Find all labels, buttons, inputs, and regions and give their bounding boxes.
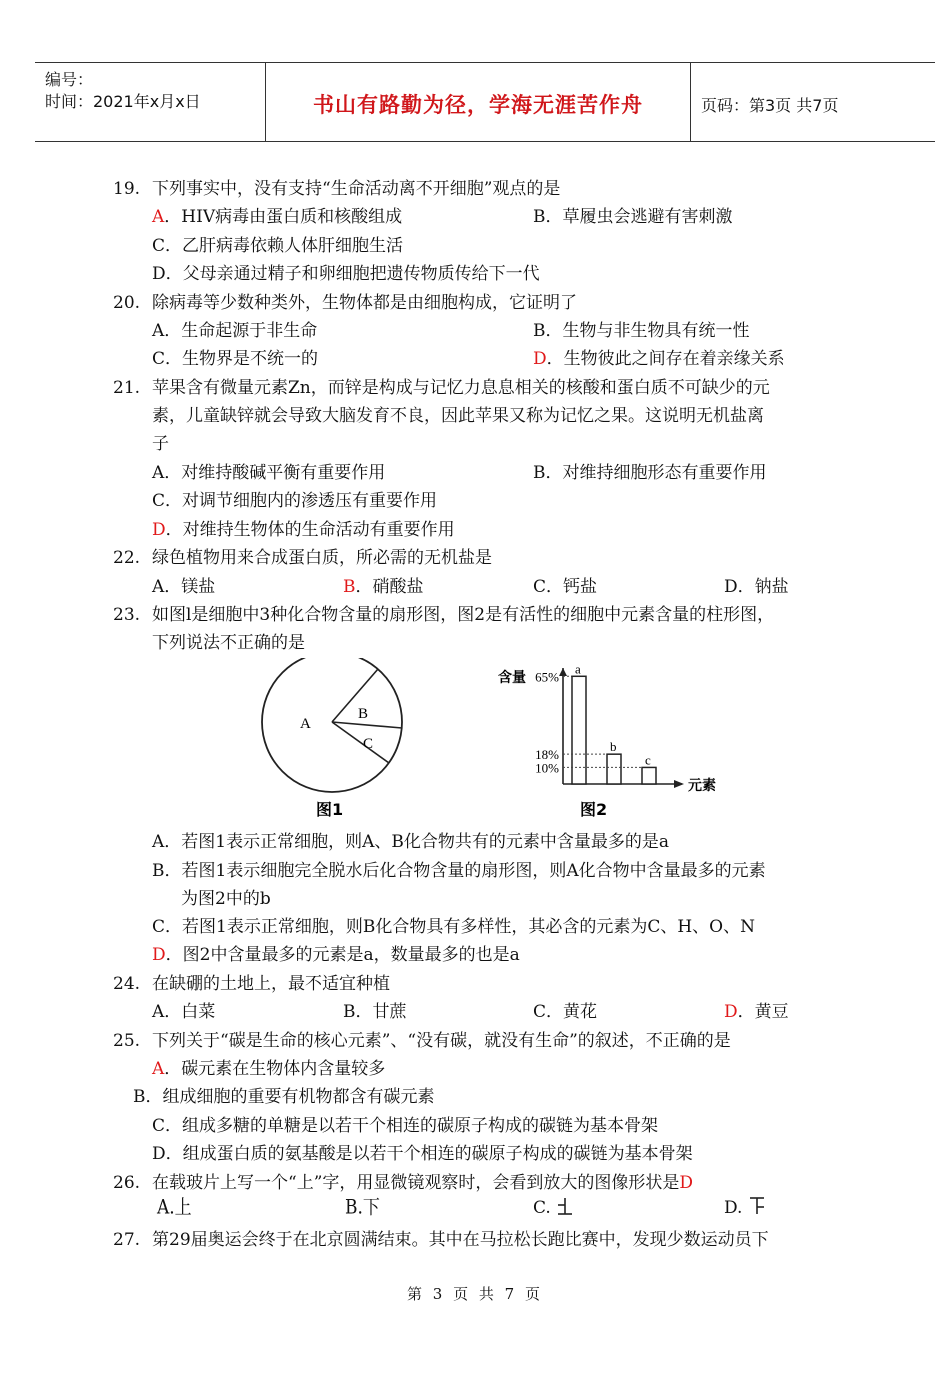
question-number: 25. (113, 1031, 141, 1051)
option-d: D．组成蛋白质的氨基酸是以若干个相连的碳原子构成的碳链为基本骨架 (152, 1144, 693, 1164)
question-number: 24. (113, 974, 141, 994)
question-stem: 下列关于“碳是生命的核心元素”、“没有碳，就没有生命”的叙述，不正确的是 (152, 1031, 731, 1051)
question-number: 21. (113, 378, 141, 398)
option-d: D．黄豆 (724, 1002, 789, 1022)
page-footer: 第 3 页 共 7 页 (407, 1285, 543, 1303)
fig1-label: 图1 (316, 800, 344, 819)
question-number: 26. (113, 1173, 141, 1193)
option-b: B．草履虫会逃避有害刺激 (533, 207, 733, 227)
bar-label-c: c (645, 752, 651, 768)
option-a: A．生命起源于非生命 (152, 321, 318, 341)
option-d: D．对维持生物体的生命活动有重要作用 (152, 520, 455, 540)
pie-divider (332, 669, 378, 722)
pie-label-c: C (363, 736, 374, 752)
bar-label-a: a (575, 661, 581, 677)
option-a: A．镁盐 (152, 577, 216, 597)
option-b: B．对维持细胞形态有重要作用 (533, 463, 767, 483)
question-number: 23. (113, 605, 141, 625)
option-a: A．白菜 (152, 1002, 216, 1022)
y-axis-arrow (559, 668, 567, 676)
header-time: 时间：2021年x月x日 (45, 92, 201, 111)
bar-ylabel: 含量 (498, 670, 526, 686)
option-c: C．乙肝病毒依赖人体肝细胞生活 (152, 236, 404, 256)
option-b-continued: 为图2中的b (181, 889, 271, 909)
header-number-label: 编号： (45, 70, 94, 89)
page-header (35, 62, 935, 142)
question-stem-line: 苹果含有微量元素Zn，而锌是构成与记忆力息息相关的核酸和蛋白质不可缺少的元 (152, 378, 770, 398)
bar-chart (498, 661, 716, 819)
bar-label-b: b (610, 739, 617, 755)
header-page-cell (691, 63, 935, 141)
y-tick-label: 18% (535, 747, 559, 763)
pie-divider (332, 722, 402, 728)
figure (250, 658, 740, 828)
question-number: 20. (113, 293, 141, 313)
question-number: 19. (113, 179, 141, 199)
bar-b (607, 754, 621, 784)
bar-c (642, 767, 656, 784)
question-stem-line: 如图l是细胞中3种化合物含量的扇形图，图2是有活性的细胞中元素含量的柱形图， (152, 605, 775, 625)
rotated-shang-glyph (556, 1196, 574, 1216)
question-stem-line: 子 (152, 434, 169, 454)
option-c-glyph: C. (533, 1196, 574, 1220)
option-d: D．图2中含量最多的元素是a，数量最多的也是a (152, 945, 520, 965)
option-c: C．黄花 (533, 1002, 598, 1022)
question-stem: 第29届奥运会终于在北京圆满结束。其中在马拉松长跑比赛中，发现少数运动员下 (152, 1230, 769, 1250)
pie-divider (332, 722, 389, 763)
y-tick-label: 65% (535, 669, 559, 685)
question-stem-line: 素，儿童缺锌就会导致大脑发育不良，因此苹果又称为记忆之果。这说明无机盐离 (152, 406, 764, 426)
question-stem: 下列事实中，没有支持“生命活动离不开细胞”观点的是 (152, 179, 561, 199)
option-c: C．组成多糖的单糖是以若干个相连的碳原子构成的碳链为基本骨架 (152, 1116, 659, 1136)
fig2-label: 图2 (580, 800, 608, 819)
option-c: C．若图1表示正常细胞，则B化合物具有多样性，其必含的元素为C、H、O、N (152, 917, 755, 937)
option-a: A．碳元素在生物体内含量较多 (152, 1059, 386, 1079)
option-b: B．若图1表示细胞完全脱水后化合物含量的扇形图，则A化合物中含量最多的元素 (152, 861, 766, 881)
question-stem: 绿色植物用来合成蛋白质，所必需的无机盐是 (152, 548, 492, 568)
option-b-glyph: B.下 (345, 1196, 380, 1220)
option-c: C．钙盐 (533, 577, 598, 597)
x-axis-arrow (674, 780, 684, 788)
header-motto: 书山有路勤为径，学海无涯苦作舟 (313, 93, 643, 117)
question-stem: 在缺硼的土地上，最不适宜种植 (152, 974, 390, 994)
option-a: A．对维持酸碱平衡有重要作用 (152, 463, 386, 483)
option-a-glyph: A.上 (157, 1196, 192, 1220)
option-b: B．硝酸盐 (343, 577, 424, 597)
question-stem: 在载玻片上写一个“上”字，用显微镜观察时，会看到放大的图像形状是D (152, 1173, 694, 1193)
header-motto-cell (265, 63, 691, 141)
header-page-number: 页码：第3页 共7页 (701, 96, 839, 115)
option-d: D．生物彼此之间存在着亲缘关系 (533, 349, 785, 369)
inline-answer: D (679, 1173, 694, 1193)
option-c: C．生物界是不统一的 (152, 349, 319, 369)
inverted-shang-glyph (748, 1196, 766, 1216)
option-d-glyph: D. (724, 1196, 766, 1220)
pie-label-a: A (300, 716, 311, 732)
option-a: A．HIV病毒由蛋白质和核酸组成 (152, 207, 403, 227)
option-a: A．若图1表示正常细胞，则A、B化合物共有的元素中含量最多的是a (152, 832, 670, 852)
option-d: D．钠盐 (724, 577, 789, 597)
option-b: B．甘蔗 (343, 1002, 407, 1022)
y-tick-label: 10% (535, 760, 559, 776)
option-b: B．生物与非生物具有统一性 (533, 321, 750, 341)
bar-xlabel: 元素 (688, 778, 716, 794)
question-number: 27. (113, 1230, 141, 1250)
figure-svg (250, 658, 740, 828)
question-stem: 除病毒等少数种类外，生物体都是由细胞构成，它证明了 (152, 293, 577, 313)
option-c: C．对调节细胞内的渗透压有重要作用 (152, 491, 438, 511)
question-stem-line: 下列说法不正确的是 (152, 633, 305, 653)
question-number: 22. (113, 548, 141, 568)
option-b: B．组成细胞的重要有机物都含有碳元素 (133, 1087, 435, 1107)
header-meta (35, 63, 265, 141)
pie-label-b: B (358, 706, 369, 722)
option-d: D．父母亲通过精子和卵细胞把遗传物质传给下一代 (152, 264, 540, 284)
pie-circle (262, 658, 402, 792)
